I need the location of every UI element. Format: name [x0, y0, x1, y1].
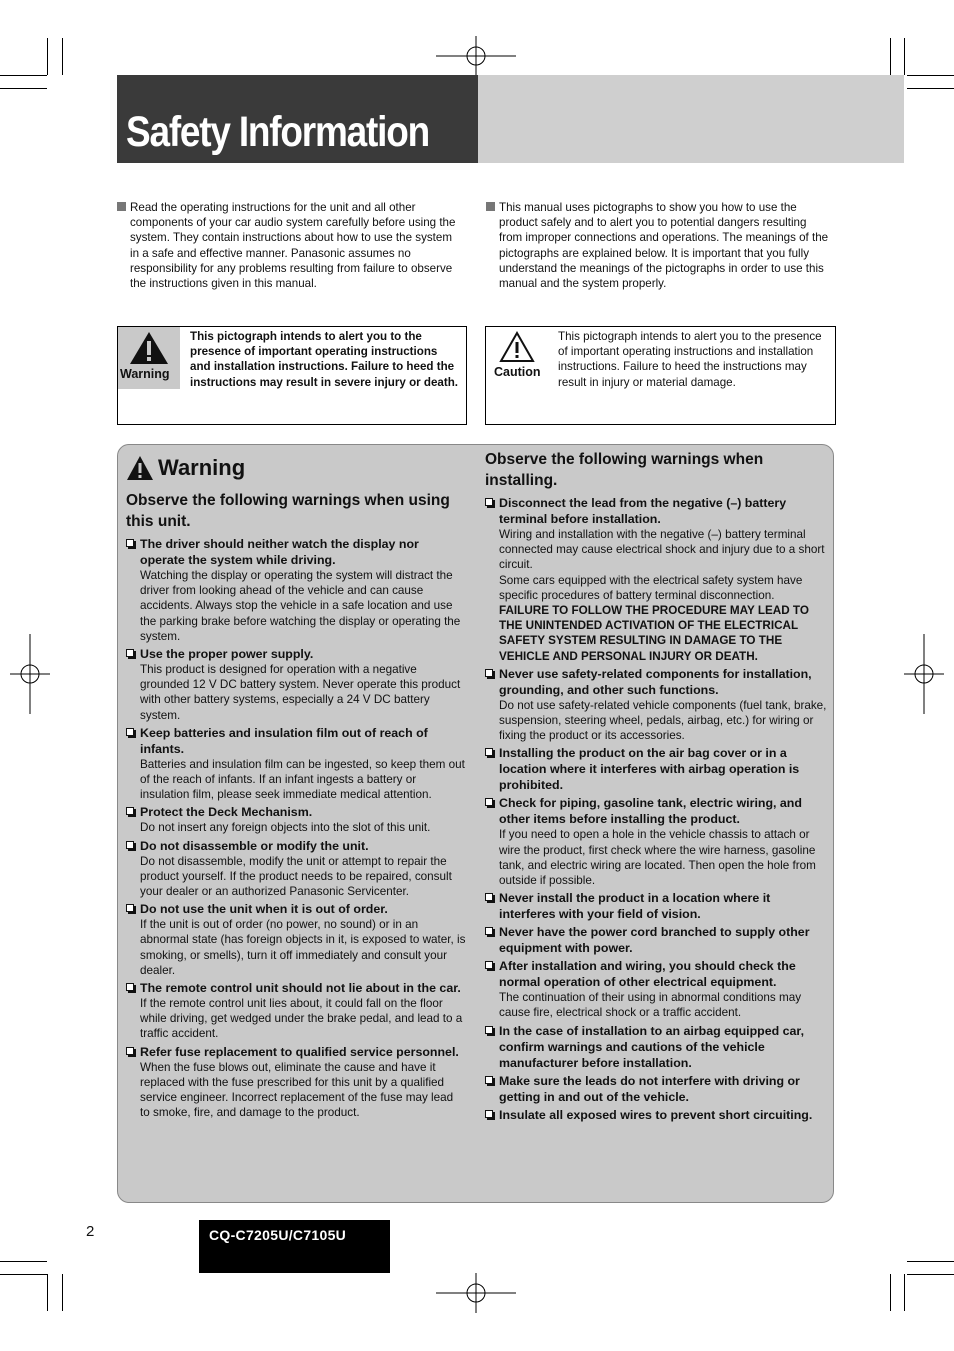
- checkbox-bullet-icon: [485, 1076, 493, 1084]
- warning-item: [485, 1023, 827, 1071]
- warning-item: [126, 536, 466, 644]
- warning-item-title: Use the proper power supply.: [140, 647, 314, 662]
- warning-item-title: Check for piping, gasoline tank, electric wiring, and other items before installing the product.: [499, 796, 802, 827]
- warning-pictograph-text: This pictograph intends to alert you to the presence of important operating instructions and installation instructions. Failure to heed the instructions may result in severe injury or death.: [190, 330, 459, 389]
- warning-item-title: Do not use the unit when it is out of order.: [140, 902, 388, 917]
- warning-triangle-icon: [129, 331, 169, 365]
- intro-left-text: Read the operating instructions for the unit and all other components of your car audio system carefully before using the system. They contain instructions about how to use the system in a safe and effective manner. Panasonic assumes no responsibility for any problems resulting from failure to observe the instructions given in this manual.: [130, 201, 456, 291]
- warning-item-text: Do not use safety-related vehicle components (fuel tank, brake, suspension, steering wheel, pedals, airbag, etc.) for wiring or fixing the product or its accessories.: [499, 698, 827, 743]
- checkbox-bullet-icon: [485, 961, 493, 969]
- intro-left: [117, 200, 462, 291]
- warning-item-text: Batteries and insulation film can be ingested, so keep them out of the reach of infants. If an infant ingests a battery or insulation film, please seek immediate medical attention.: [140, 757, 465, 802]
- warning-item-text: Wiring and installation with the negative (–) battery terminal connected may cause electrical shock and injury due to a short circuit.: [499, 528, 825, 572]
- registration-target-icon: [436, 36, 516, 76]
- warning-item-text: Do not insert any foreign objects into the slot of this unit.: [140, 821, 431, 835]
- intro-right: [486, 200, 831, 291]
- warning-item-caps-notice: FAILURE TO FOLLOW THE PROCEDURE MAY LEAD TO THE UNINTENDED ACTIVATION OF THE ELECTRICAL SAFETY SYSTEM RESULTING IN DAMAGE TO THE VEHICLE AND PERSONAL INJURY OR DEATH.: [499, 604, 809, 663]
- warning-item: [126, 901, 466, 978]
- registration-target-icon: [10, 634, 50, 714]
- warning-item-title: Protect the Deck Mechanism.: [140, 805, 313, 820]
- checkbox-bullet-icon: [485, 669, 493, 677]
- checkbox-bullet-icon: [485, 748, 493, 756]
- page-number: 2: [86, 1223, 95, 1240]
- caution-triangle-icon: [499, 331, 535, 363]
- warning-item: [485, 1107, 827, 1123]
- warning-item: [126, 980, 466, 1042]
- checkbox-bullet-icon: [485, 927, 493, 935]
- model-number: CQ-C7205U/C7105U: [209, 1227, 347, 1243]
- model-tab: [199, 1220, 390, 1273]
- warning-item-text: If you need to open a hole in the vehicle chassis to attach or wire the product, first check where the wire harness, gasoline tank, and electric wiring are located. Then open the hole from outside if possible.: [499, 828, 816, 888]
- warning-item: [126, 646, 466, 723]
- checkbox-bullet-icon: [485, 798, 493, 806]
- warning-item: [126, 725, 466, 803]
- warning-item: [485, 958, 827, 1020]
- warning-item-title: Installing the product on the air bag cover or in a location where it interferes with airbag operation is prohibited.: [499, 746, 800, 793]
- warning-item: [485, 890, 827, 922]
- checkbox-bullet-icon: [126, 904, 134, 912]
- warning-item: [485, 795, 827, 888]
- page-title: Safety Information: [126, 108, 429, 156]
- right-subheading: Observe the following warnings when installing.: [485, 451, 764, 489]
- checkbox-bullet-icon: [126, 539, 134, 547]
- bullet-square-icon: [117, 202, 126, 211]
- warning-item: [485, 745, 827, 793]
- warning-left-column: [126, 455, 466, 1120]
- warning-item-text: This product is designed for operation with a negative grounded 12 V DC battery system. Never operate this product with other battery systems, especially a 24 V DC battery system.: [140, 663, 461, 722]
- checkbox-bullet-icon: [485, 1026, 493, 1034]
- warning-item-title: Keep batteries and insulation film out of reach of infants.: [140, 725, 428, 756]
- warning-heading-text: Warning: [158, 455, 246, 481]
- checkbox-bullet-icon: [485, 1110, 493, 1118]
- caution-pictograph-text: This pictograph intends to alert you to the presence of important operating instructions and installation instructions. Failure to heed the instructions may result in injury or material damage.: [558, 330, 822, 389]
- warning-item: [485, 495, 827, 664]
- warning-item: [126, 838, 466, 900]
- caution-label: Caution: [494, 365, 541, 379]
- registration-target-icon: [436, 1273, 516, 1313]
- warning-item: [485, 924, 827, 956]
- warning-item: [485, 666, 827, 744]
- warning-item: [126, 804, 466, 835]
- warning-item-title: Insulate all exposed wires to prevent short circuiting.: [499, 1107, 813, 1122]
- warning-item-text: Do not disassemble, modify the unit or attempt to repair the product yourself. If the product needs to be repaired, consult your dealer or an authorized Panasonic Servicenter.: [140, 854, 452, 899]
- warning-item-text: When the fuse blows out, eliminate the cause and have it replaced with the fuse prescribed for this unit by a qualified service engineer. Incorrect replacement of the fuse may lead to smoke, fire, and damage to the product.: [140, 1060, 454, 1120]
- checkbox-bullet-icon: [126, 649, 134, 657]
- warning-triangle-icon: [126, 455, 154, 481]
- warning-item-title: In the case of installation to an airbag equipped car, confirm warnings and cautions of the vehicle manufacturer before installation.: [499, 1023, 805, 1070]
- warning-item-title: After installation and wiring, you should check the normal operation of other electrical equipment.: [499, 959, 796, 990]
- bullet-square-icon: [486, 202, 495, 211]
- checkbox-bullet-icon: [485, 498, 493, 506]
- warning-item-title: Make sure the leads do not interfere with driving or getting in and out of the vehicle.: [499, 1073, 800, 1104]
- warning-item-title: Never install the product in a location where it interferes with your field of vision.: [499, 891, 771, 922]
- warning-item-title: Disconnect the lead from the negative (–) battery terminal before installation.: [499, 496, 787, 526]
- warning-item-text: If the unit is out of order (no power, no sound) or in an abnormal state (has foreign objects in it, is exposed to water, is smoking, or smells), turn it off immediately and consult your dealer.: [140, 918, 466, 977]
- checkbox-bullet-icon: [126, 983, 134, 991]
- warning-item: [126, 1044, 466, 1121]
- warning-item-text: Some cars equipped with the electrical safety system have specific procedures of battery terminal disconnection.: [499, 573, 803, 602]
- warning-heading: [126, 455, 466, 481]
- caution-pictograph-box: [485, 326, 836, 425]
- checkbox-bullet-icon: [126, 1047, 134, 1055]
- warning-item-title: Refer fuse replacement to qualified service personnel.: [140, 1044, 459, 1059]
- warning-item-title: Never use safety-related components for installation, grounding, and other such functions.: [499, 666, 812, 697]
- checkbox-bullet-icon: [485, 893, 493, 901]
- warning-item-title: The remote control unit should not lie about in the car.: [140, 981, 461, 996]
- warning-item-text: The continuation of their using in abnormal conditions may cause fire, electrical shock or a traffic accident.: [499, 991, 802, 1020]
- warning-item-title: The driver should neither watch the display nor operate the system while driving.: [140, 537, 419, 567]
- warning-label: Warning: [120, 367, 170, 381]
- left-subheading: Observe the following warnings when using this unit.: [126, 492, 450, 530]
- warning-pictograph-box: [117, 326, 467, 425]
- checkbox-bullet-icon: [126, 841, 134, 849]
- registration-target-icon: [904, 634, 944, 714]
- warning-item-title: Never have the power cord branched to supply other equipment with power.: [499, 925, 810, 956]
- warning-right-column: [485, 450, 827, 1123]
- checkbox-bullet-icon: [126, 807, 134, 815]
- warning-item-text: If the remote control unit lies about, it could fall on the floor while driving, get wedged under the brake pedal, and lead to a traffic accident.: [140, 997, 463, 1041]
- warning-item-title: Do not disassemble or modify the unit.: [140, 838, 369, 853]
- warning-item-text: Watching the display or operating the system will distract the driver from looking ahead of the vehicle and can cause accidents. Always stop the vehicle in a safe location and use the parking brake before watching the display or operating the system.: [140, 569, 461, 643]
- checkbox-bullet-icon: [126, 728, 134, 736]
- warning-item: [485, 1073, 827, 1105]
- intro-right-text: This manual uses pictographs to show you how to use the product safely and to alert you to potential dangers resulting from improper connections and operations. The meanings of the pictographs are explained below. It is important that you fully understand the meanings of the pictographs in order to use this manual and the system properly.: [499, 201, 829, 291]
